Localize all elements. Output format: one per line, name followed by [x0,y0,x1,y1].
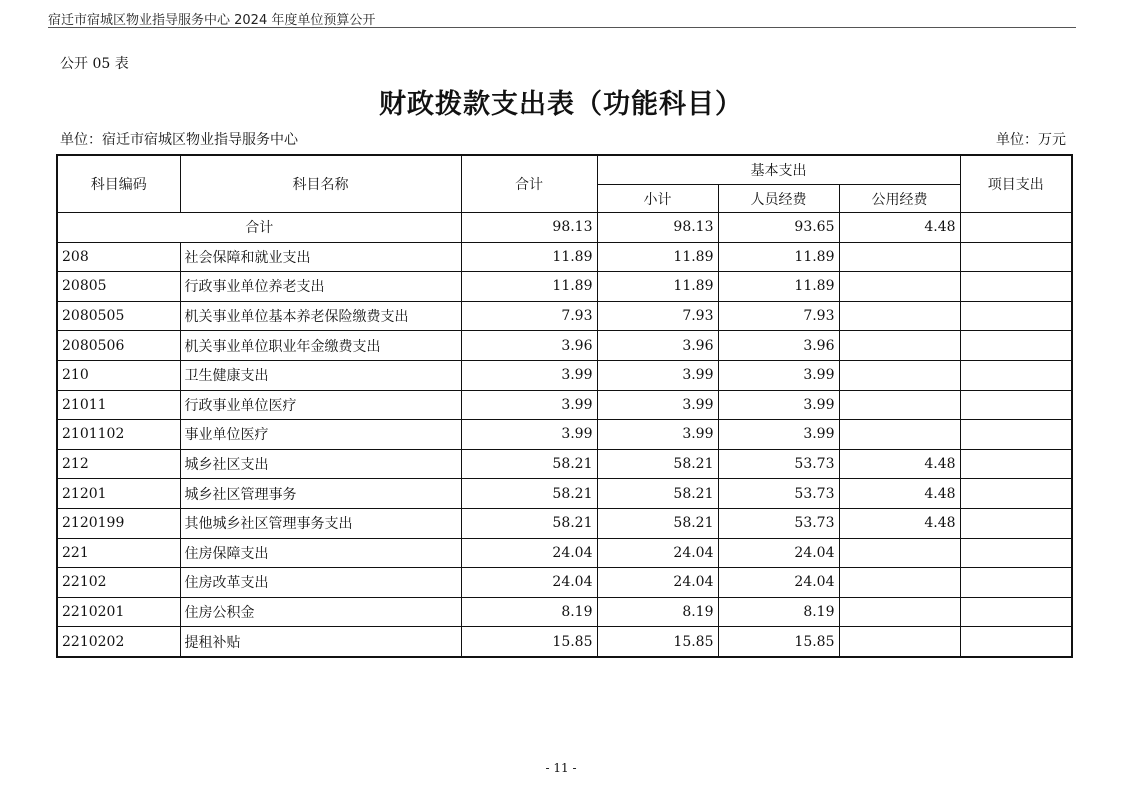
project-cell [960,508,1072,538]
subtotal-cell: 3.99 [597,390,718,420]
table-row [57,242,1072,272]
total-cell: 3.99 [461,360,597,390]
col-header-public: 公用经费 [839,185,960,213]
name-cell: 住房改革支出 [180,568,461,598]
code-cell: 22102 [57,568,180,598]
personnel-cell: 24.04 [718,538,839,568]
name-cell: 住房保障支出 [180,538,461,568]
unit-name: 单位：宿迁市宿城区物业指导服务中心 [60,132,298,148]
personnel-cell: 15.85 [718,627,839,657]
table-row [57,479,1072,509]
total-cell: 98.13 [461,213,597,243]
table-row [57,331,1072,361]
col-header-personnel: 人员经费 [718,185,839,213]
code-cell: 20805 [57,272,180,302]
public-cell [839,538,960,568]
personnel-cell: 11.89 [718,242,839,272]
total-cell: 11.89 [461,272,597,302]
table-row [57,420,1072,450]
code-cell: 2210201 [57,597,180,627]
personnel-cell: 3.99 [718,390,839,420]
total-cell: 7.93 [461,301,597,331]
code-cell: 221 [57,538,180,568]
personnel-cell: 3.96 [718,331,839,361]
total-cell: 24.04 [461,568,597,598]
code-cell: 2080505 [57,301,180,331]
subtotal-cell: 24.04 [597,568,718,598]
code-cell: 2120199 [57,508,180,538]
personnel-cell: 53.73 [718,479,839,509]
project-cell [960,627,1072,657]
total-cell: 58.21 [461,508,597,538]
total-cell: 24.04 [461,538,597,568]
code-cell: 210 [57,360,180,390]
project-cell [960,242,1072,272]
name-cell: 提租补贴 [180,627,461,657]
public-cell [839,301,960,331]
name-cell: 城乡社区支出 [180,449,461,479]
name-cell: 城乡社区管理事务 [180,479,461,509]
public-cell [839,420,960,450]
project-cell [960,420,1072,450]
col-header-basic: 基本支出 [597,155,960,185]
project-cell [960,449,1072,479]
table-row [57,390,1072,420]
name-cell: 住房公积金 [180,597,461,627]
project-cell [960,597,1072,627]
total-label: 合计 [57,213,461,243]
project-cell [960,213,1072,243]
project-cell [960,360,1072,390]
name-cell: 卫生健康支出 [180,360,461,390]
project-cell [960,272,1072,302]
subtotal-cell: 24.04 [597,538,718,568]
project-cell [960,568,1072,598]
personnel-cell: 24.04 [718,568,839,598]
total-cell: 11.89 [461,242,597,272]
code-cell: 21201 [57,479,180,509]
document-header: 宿迁市宿城区物业指导服务中心 2024 年度单位预算公开 [48,13,376,28]
code-cell: 2080506 [57,331,180,361]
personnel-cell: 53.73 [718,508,839,538]
public-cell: 4.48 [839,508,960,538]
total-cell: 58.21 [461,479,597,509]
name-cell: 社会保障和就业支出 [180,242,461,272]
public-cell [839,627,960,657]
subtotal-cell: 11.89 [597,272,718,302]
table-row [57,272,1072,302]
table-row [57,597,1072,627]
public-cell [839,390,960,420]
total-cell: 58.21 [461,449,597,479]
header-rule [48,27,1076,28]
page-title: 财政拨款支出表（功能科目） [379,89,743,120]
subtotal-cell: 8.19 [597,597,718,627]
total-cell: 3.96 [461,331,597,361]
table-row [57,568,1072,598]
table-row [57,301,1072,331]
col-header-total: 合计 [461,155,597,213]
total-cell: 15.85 [461,627,597,657]
subtotal-cell: 7.93 [597,301,718,331]
subtotal-cell: 3.99 [597,360,718,390]
name-cell: 机关事业单位职业年金缴费支出 [180,331,461,361]
table-row [57,627,1072,657]
currency-unit: 单位：万元 [996,132,1066,148]
table-row [57,449,1072,479]
table-row [57,508,1072,538]
subtotal-cell: 58.21 [597,479,718,509]
project-cell [960,390,1072,420]
personnel-cell: 11.89 [718,272,839,302]
subtotal-cell: 15.85 [597,627,718,657]
col-header-name: 科目名称 [180,155,461,213]
subtotal-cell: 3.99 [597,420,718,450]
project-cell [960,538,1072,568]
total-cell: 3.99 [461,390,597,420]
subtotal-cell: 98.13 [597,213,718,243]
name-cell: 其他城乡社区管理事务支出 [180,508,461,538]
page-number: - 11 - [545,761,577,775]
personnel-cell: 3.99 [718,420,839,450]
subtotal-cell: 58.21 [597,508,718,538]
project-cell [960,331,1072,361]
code-cell: 2101102 [57,420,180,450]
personnel-cell: 3.99 [718,360,839,390]
name-cell: 事业单位医疗 [180,420,461,450]
total-cell: 8.19 [461,597,597,627]
code-cell: 21011 [57,390,180,420]
code-cell: 212 [57,449,180,479]
project-cell [960,301,1072,331]
total-cell: 3.99 [461,420,597,450]
table-row [57,360,1072,390]
personnel-cell: 53.73 [718,449,839,479]
subtotal-cell: 3.96 [597,331,718,361]
personnel-cell: 7.93 [718,301,839,331]
public-cell [839,568,960,598]
personnel-cell: 8.19 [718,597,839,627]
col-header-subtotal: 小计 [597,185,718,213]
col-header-code: 科目编码 [57,155,180,213]
project-cell [960,479,1072,509]
code-cell: 2210202 [57,627,180,657]
public-cell: 4.48 [839,213,960,243]
public-cell [839,331,960,361]
public-cell: 4.48 [839,449,960,479]
public-cell [839,597,960,627]
public-cell: 4.48 [839,479,960,509]
name-cell: 机关事业单位基本养老保险缴费支出 [180,301,461,331]
total-row [57,213,1072,243]
public-cell [839,272,960,302]
name-cell: 行政事业单位医疗 [180,390,461,420]
subtotal-cell: 11.89 [597,242,718,272]
code-cell: 208 [57,242,180,272]
public-cell [839,242,960,272]
col-header-project: 项目支出 [960,155,1072,213]
name-cell: 行政事业单位养老支出 [180,272,461,302]
public-cell [839,360,960,390]
subtotal-cell: 58.21 [597,449,718,479]
form-number: 公开 05 表 [60,56,129,72]
personnel-cell: 93.65 [718,213,839,243]
table-row [57,538,1072,568]
budget-table [56,154,1073,658]
